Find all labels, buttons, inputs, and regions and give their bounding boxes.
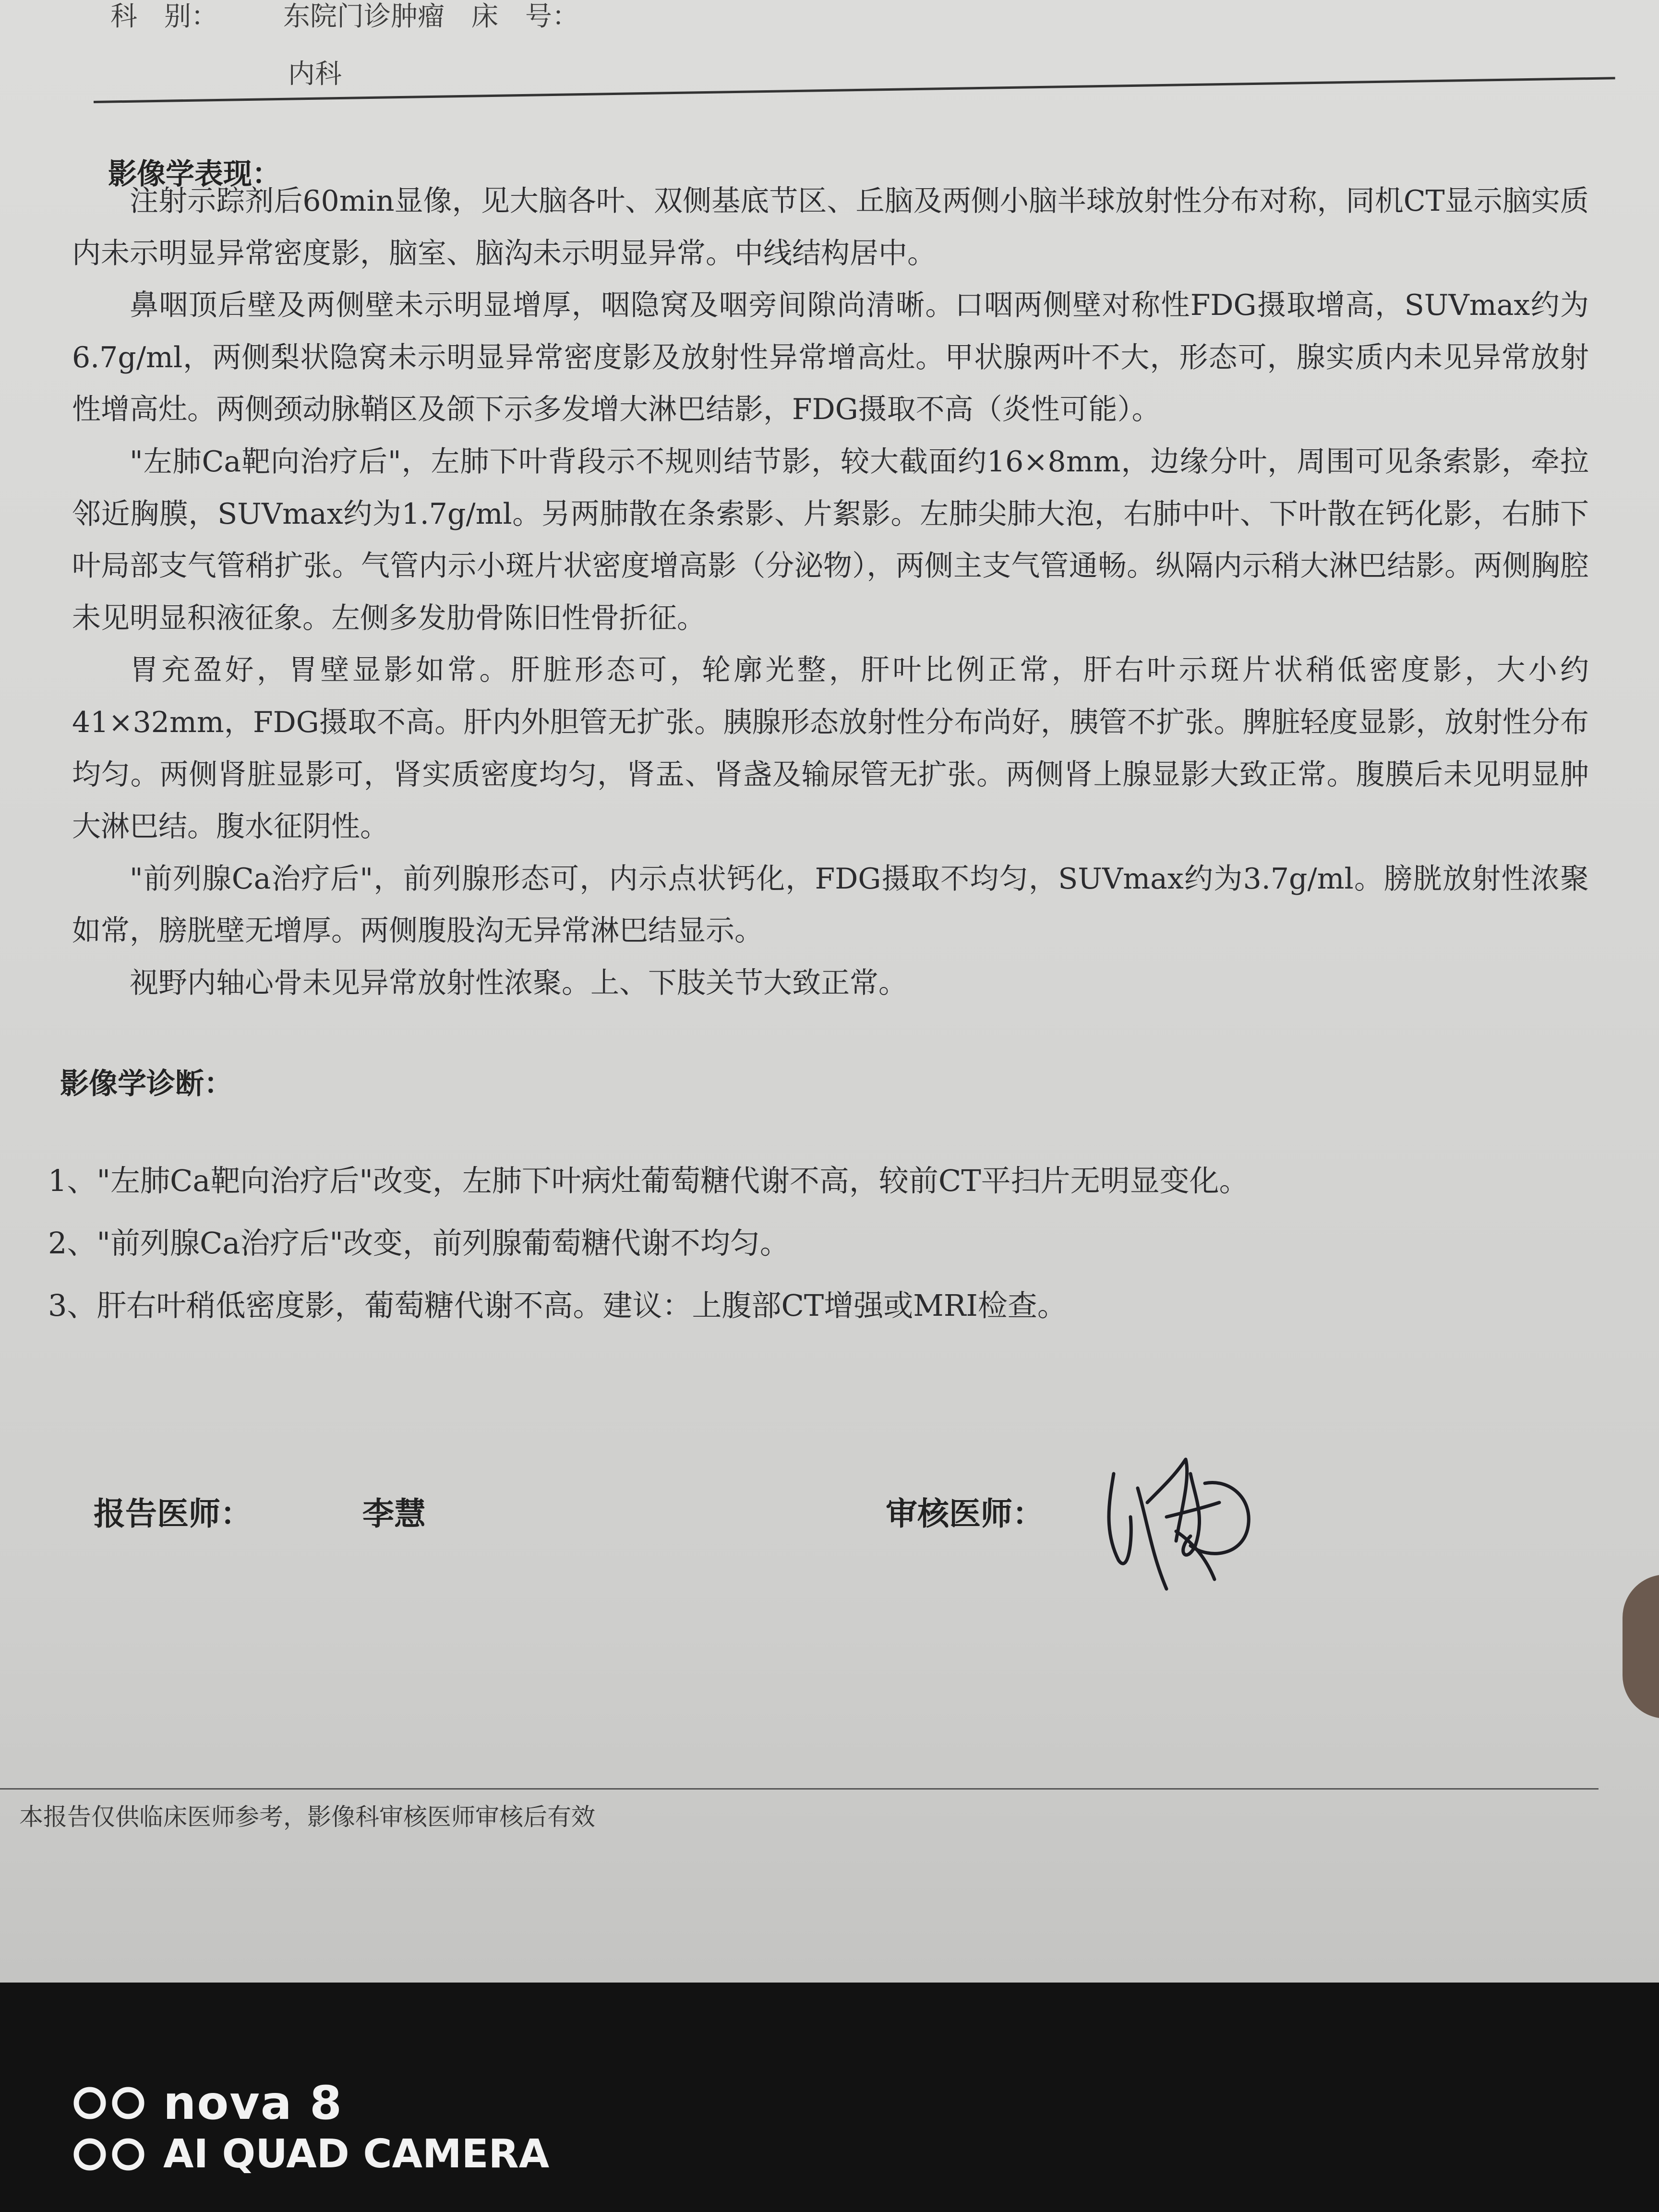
findings-paragraph: "前列腺Ca治疗后"，前列腺形态可，内示点状钙化，FDG摄取不均匀，SUVmax约为3.7g/ml。膀胱放射性浓聚如常，膀胱壁无增厚。两侧腹股沟无异常淋巴结显示。 bbox=[72, 862, 1589, 948]
footer-divider bbox=[0, 1788, 1599, 1790]
department-value-line2: 内科 bbox=[288, 59, 342, 90]
findings-paragraph: "左肺Ca靶向治疗后"，左肺下叶背段示不规则结节影，较大截面约16×8mm，边缘分叶，周围可见条索影，牵拉邻近胸膜，SUVmax约为1.7g/ml。另两肺散在条索影、片絮影。左肺尖肺大泡，右肺中叶、下叶散在钙化影，右肺下叶局部支气管稍扩张。气管内示小斑片状密度增高影（分泌物），两侧主支气管通畅。纵隔内示稍大淋巴结影。两侧胸腔未见明显积液征象。左侧多发肋骨陈旧性骨折征。 bbox=[72, 445, 1589, 635]
camera-watermark-line2 bbox=[72, 2131, 549, 2177]
camera-watermark-bar bbox=[0, 1983, 1659, 2212]
diagnosis-item: 1、"左肺Ca靶向治疗后"改变，左肺下叶病灶葡萄糖代谢不高，较前CT平扫片无明显变化。 bbox=[48, 1163, 1249, 1198]
department-label: 科 别： bbox=[110, 1, 218, 32]
diagnosis-item: 2、"前列腺Ca治疗后"改变，前列腺葡萄糖代谢不均匀。 bbox=[48, 1226, 790, 1261]
reporter-label: 报告医师： bbox=[94, 1495, 252, 1532]
camera-watermark-line1 bbox=[72, 2076, 343, 2130]
findings-paragraph: 视野内轴心骨未见异常放射性浓聚。上、下肢关节大致正常。 bbox=[130, 966, 907, 1000]
department-value: 东院门诊肿瘤 床 号： bbox=[283, 1, 579, 32]
finger-edge bbox=[1623, 1575, 1659, 1719]
reporter-name: 李慧 bbox=[362, 1495, 426, 1532]
footer-note: 本报告仅供临床医师参考，影像科审核医师审核后有效 bbox=[19, 1803, 595, 1831]
findings-paragraph: 注射示踪剂后60min显像，见大脑各叶、双侧基底节区、丘脑及两侧小脑半球放射性分布对称，同机CT显示脑实质内未示明显异常密度影，脑室、脑沟未示明显异常。中线结构居中。 bbox=[72, 184, 1589, 270]
diagnosis-list bbox=[48, 1150, 1249, 1337]
diagnosis-item: 3、肝右叶稍低密度影，葡萄糖代谢不高。建议：上腹部CT增强或MRI检查。 bbox=[48, 1288, 1067, 1323]
camera-model: nova 8 bbox=[163, 2076, 343, 2130]
camera-logo-icon bbox=[72, 2138, 149, 2171]
camera-logo-icon bbox=[72, 2086, 149, 2120]
findings-paragraph: 胃充盈好，胃壁显影如常。肝脏形态可，轮廓光整，肝叶比例正常，肝右叶示斑片状稍低密度影，大小约41×32mm，FDG摄取不高。肝内外胆管无扩张。胰腺形态放射性分布尚好，胰管不扩张。脾脏轻度显影，放射性分布均匀。两侧肾脏显影可，肾实质密度均匀，肾盂、肾盏及输尿管无扩张。两侧肾上腺显影大致正常。腹膜后未见明显肿大淋巴结。腹水征阴性。 bbox=[72, 653, 1589, 844]
findings-body bbox=[72, 175, 1589, 1010]
camera-tagline: AI QUAD CAMERA bbox=[163, 2131, 550, 2177]
findings-title: 影像学表现： bbox=[108, 157, 281, 191]
diagnosis-title: 影像学诊断： bbox=[60, 1067, 233, 1101]
reviewer-label: 审核医师： bbox=[886, 1495, 1044, 1532]
findings-paragraph: 鼻咽顶后壁及两侧壁未示明显增厚，咽隐窝及咽旁间隙尚清晰。口咽两侧壁对称性FDG摄取增高，SUVmax约为6.7g/ml，两侧梨状隐窝未示明显异常密度影及放射性异常增高灶。甲状腺两叶不大，形态可，腺实质内未见异常放射性增高灶。两侧颈动脉鞘区及颌下示多发增大淋巴结影，FDG摄取不高（炎性可能）。 bbox=[72, 289, 1589, 427]
reviewer-signature bbox=[1094, 1445, 1267, 1608]
